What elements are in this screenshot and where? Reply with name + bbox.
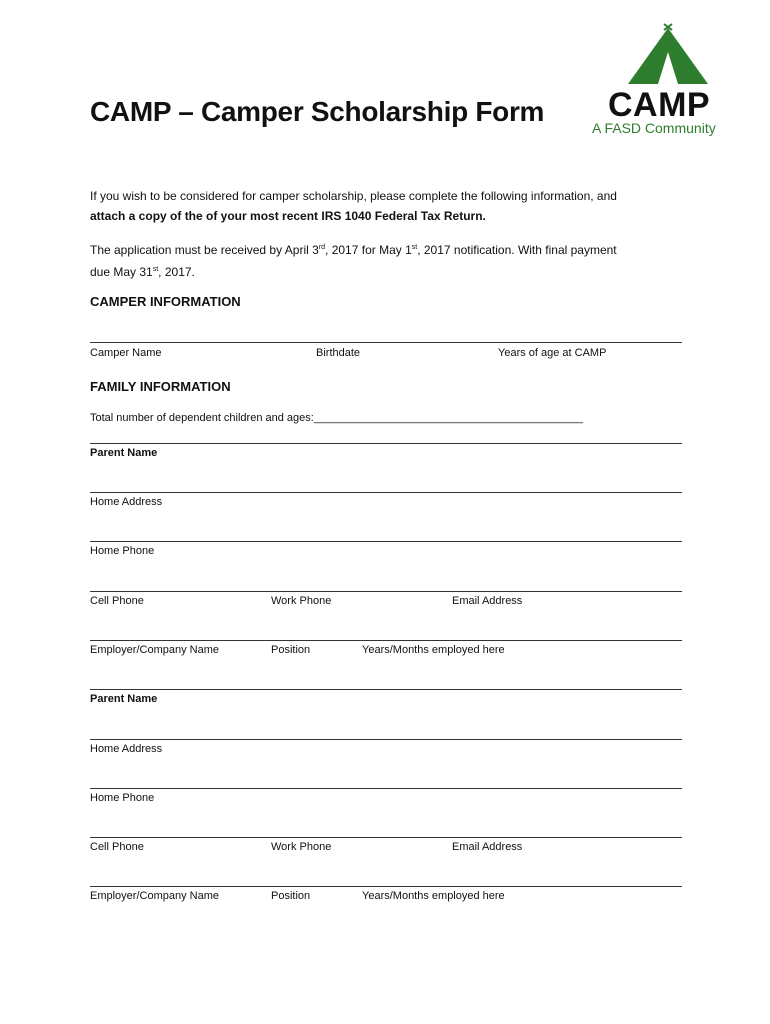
family-section-heading: FAMILY INFORMATION xyxy=(90,379,231,394)
parent1-home-address-label: Home Address xyxy=(90,496,163,508)
parent2-position-label: Position xyxy=(271,890,311,902)
parent1-line xyxy=(90,541,682,542)
parent2-cell-phone-label: Cell Phone xyxy=(90,841,144,853)
parent1-line xyxy=(90,492,682,493)
intro-bold-line: attach a copy of the of your most recent IRS 1040 Federal Tax Return. xyxy=(90,209,486,223)
age-label: Years of age at CAMP xyxy=(498,347,607,359)
page-title: CAMP – Camper Scholarship Form xyxy=(90,96,545,127)
parent1-email-label: Email Address xyxy=(452,595,523,607)
parent1-work-phone-label: Work Phone xyxy=(271,595,332,607)
parent1-line xyxy=(90,591,682,592)
intro-paragraph xyxy=(90,186,670,226)
camper-section-heading: CAMPER INFORMATION xyxy=(90,294,241,309)
parent1-line xyxy=(90,640,682,641)
parent2-years-employed-label: Years/Months employed here xyxy=(362,890,505,902)
parent1-years-employed-label: Years/Months employed here xyxy=(362,644,505,656)
parent2-line xyxy=(90,788,682,789)
parent2-line xyxy=(90,739,682,740)
deadline-text: , 2017 for May 1 xyxy=(325,243,412,257)
birthdate-label: Birthdate xyxy=(316,347,361,359)
parent1-position-label: Position xyxy=(271,644,311,656)
intro-line: If you wish to be considered for camper scholarship, please complete the following information, and xyxy=(90,189,617,203)
parent2-line xyxy=(90,689,682,690)
parent2-email-label: Email Address xyxy=(452,841,523,853)
camper-name-label: Camper Name xyxy=(90,347,162,359)
deadline-paragraph xyxy=(90,238,670,282)
deadline-text: The application must be received by April 3 xyxy=(90,243,319,257)
ordinal-suffix: st xyxy=(411,244,418,251)
parent2-employer-label: Employer/Company Name xyxy=(90,890,219,902)
deadline-text: , 2017. xyxy=(158,265,195,279)
parent2-home-phone-label: Home Phone xyxy=(90,792,155,804)
parent2-line xyxy=(90,837,682,838)
parent1-home-phone-label: Home Phone xyxy=(90,545,155,557)
parent1-line xyxy=(90,443,682,444)
ordinal-suffix: rd xyxy=(318,244,326,251)
parent2-name-label: Parent Name xyxy=(90,693,158,705)
parent2-work-phone-label: Work Phone xyxy=(271,841,332,853)
dependents-label: Total number of dependent children and ages:____________________________________________ xyxy=(90,412,584,424)
logo-wordmark: CAMP xyxy=(608,86,711,124)
parent1-employer-label: Employer/Company Name xyxy=(90,644,219,656)
parent1-name-label: Parent Name xyxy=(90,447,158,459)
tent-icon xyxy=(588,22,748,92)
logo-tagline: A FASD Community xyxy=(592,120,716,136)
parent2-home-address-label: Home Address xyxy=(90,743,163,755)
camper-line xyxy=(90,342,682,343)
ordinal-suffix: st xyxy=(152,266,159,273)
parent1-cell-phone-label: Cell Phone xyxy=(90,595,144,607)
camp-logo xyxy=(588,22,748,142)
parent2-line xyxy=(90,886,682,887)
deadline-text: , 2017 notification. With final payment xyxy=(417,243,617,257)
deadline-text: due May 31 xyxy=(90,265,153,279)
